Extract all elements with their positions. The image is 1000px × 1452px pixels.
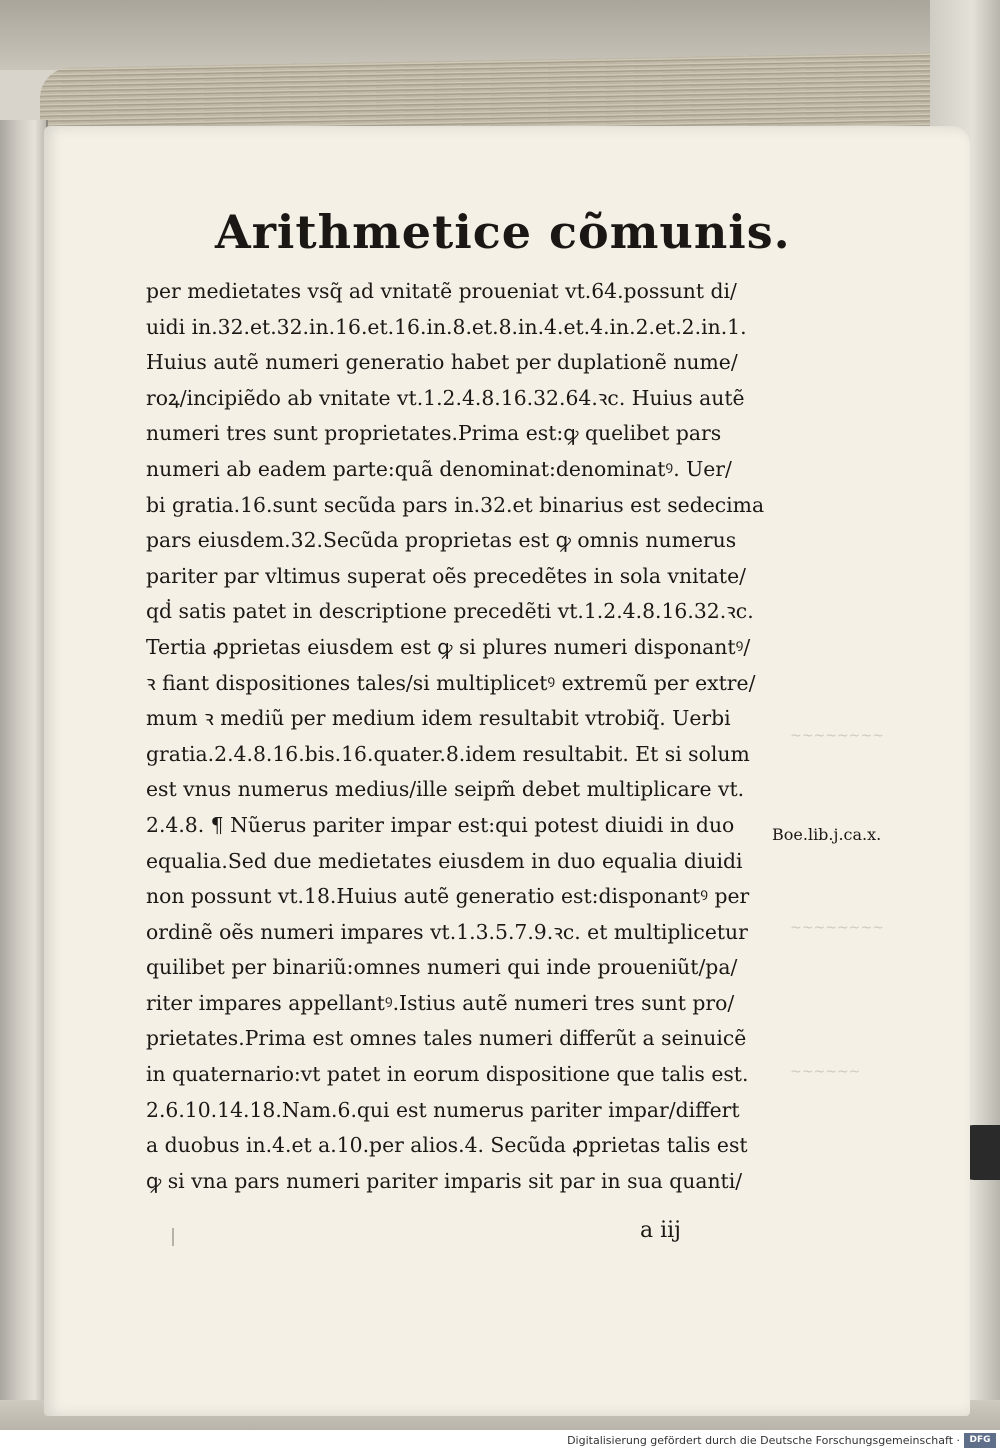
text-line: ꝛ fiant dispositiones tales/si multiplicetꝰ extremũ per extre/ <box>146 670 756 695</box>
text-line: a duobus in.4.et a.10.per alios.4. Secũda ꝓprietas talis est <box>146 1133 748 1158</box>
text-line: quilibet per binariũ:omnes numeri qui inde proueniũt/pa/ <box>146 955 738 980</box>
bleed-through-note: ~~~~~~~~ <box>790 728 884 744</box>
text-line: mum ꝛ mediũ per medium idem resultabit vtrobiq̃. Uerbi <box>146 706 731 731</box>
text-line: equalia.Sed due medietates eiusdem in duo equalia diuidi <box>146 848 743 873</box>
facing-page-edge <box>0 120 48 1420</box>
signature-mark: a iij <box>640 1218 682 1243</box>
running-head: Arithmetice cõmunis. <box>215 205 791 259</box>
text-line: pars eiusdem.32.Secũda proprietas est ꝙ omnis numerus <box>146 528 737 553</box>
text-line: bi gratia.16.sunt secũda pars in.32.et binarius est sedecima <box>146 492 765 517</box>
text-line: per medietates vsq̃ ad vnitatẽ proueniat vt.64.possunt di/ <box>146 279 737 303</box>
text-line: Tertia ꝓprietas eiusdem est ꝙ si plures numeri disponantꝰ/ <box>146 634 751 659</box>
text-line: gratia.2.4.8.16.bis.16.quater.8.idem resultabit. Et si solum <box>146 741 750 766</box>
text-line: qḋ satis patet in descriptione precedẽti vt.1.2.4.8.16.32.ꝛc. <box>146 599 754 624</box>
text-line: uidi in.32.et.32.in.16.et.16.in.8.et.8.in.4.et.4.in.2.et.2.in.1. <box>146 314 747 339</box>
text-line: est vnus numerus medius/ille seipm̃ debet multiplicare vt. <box>146 777 745 802</box>
printer-mark <box>172 1228 174 1246</box>
text-line: 2.4.8. ¶ Nũerus pariter impar est:qui potest diuidi in duo <box>146 812 735 837</box>
text-line: riter impares appellantꝰ.Istius autẽ numeri tres sunt pro/ <box>146 990 735 1015</box>
text-line: numeri tres sunt proprietates.Prima est:ꝙ quelibet pars <box>146 421 722 446</box>
text-line: numeri ab eadem parte:quã denominat:denominatꝰ. Uer/ <box>146 456 732 481</box>
text-block <box>146 274 776 1199</box>
digitization-footer <box>0 1430 1000 1452</box>
text-line: ordinẽ oẽs numeri impares vt.1.3.5.7.9.ꝛc. et multiplicetur <box>146 919 748 944</box>
dfg-logo: DFG <box>964 1433 996 1448</box>
funding-credit: Digitalisierung gefördert durch die Deutsche Forschungsgemeinschaft · <box>567 1434 960 1447</box>
text-line: in quaternario:vt patet in eorum dispositione que talis est. <box>146 1062 749 1087</box>
bleed-through-note: ~~~~~~ <box>790 1064 861 1080</box>
text-line: roꝝ/incipiẽdo ab vnitate vt.1.2.4.8.16.32.64.ꝛc. Huius autẽ <box>146 385 745 410</box>
marginal-note: Boe.lib.j.ca.x. <box>772 825 882 844</box>
text-line: ꝙ si vna pars numeri pariter imparis sit par in sua quanti/ <box>146 1168 743 1193</box>
text-line: pariter par vltimus superat oẽs precedẽtes in sola vnitate/ <box>146 563 746 588</box>
text-line: 2.6.10.14.18.Nam.6.qui est numerus pariter impar/differt <box>146 1097 740 1122</box>
bleed-through-note: ~~~~~~~~ <box>790 920 884 936</box>
text-line: Huius autẽ numeri generatio habet per duplationẽ nume/ <box>146 350 738 375</box>
text-line: non possunt vt.18.Huius autẽ generatio est:disponantꝰ per <box>146 884 750 909</box>
text-line: prietates.Prima est omnes tales numeri differũt a seinuicẽ <box>146 1026 747 1051</box>
